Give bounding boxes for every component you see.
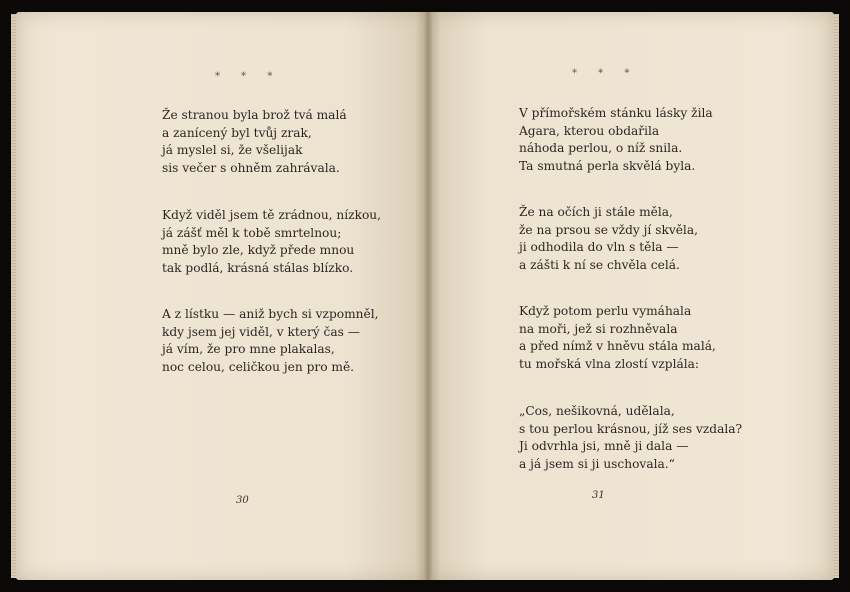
right-page <box>428 12 834 580</box>
stanza <box>519 403 742 473</box>
stanza <box>162 107 347 177</box>
page-number-right: 31 <box>592 490 605 501</box>
right-ornament: * * * <box>572 68 639 79</box>
verse-line: s tou perlou krásnou, jíž ses vzdala? <box>519 421 743 436</box>
verse-line: já zášť měl k tobě smrtelnou; <box>162 225 342 240</box>
verse-line: Že na očích ji stále měla, <box>519 205 673 219</box>
verse-line: tak podlá, krásná stálas blízko. <box>162 260 354 275</box>
verse-line: kdy jsem jej viděl, v který čas — <box>162 324 360 339</box>
book-spine <box>424 12 432 580</box>
stanza <box>519 303 716 373</box>
verse-line: Že stranou byla brož tvá malá <box>162 108 347 122</box>
verse-line: ji odhodila do vln s těla — <box>519 240 679 254</box>
verse-line: já vím, že pro mne plakalas, <box>162 342 335 356</box>
verse-line: a před nímž v hněvu stála malá, <box>519 339 716 353</box>
verse-line: noc celou, celičkou jen pro mě. <box>162 359 355 374</box>
stanza <box>162 207 381 277</box>
verse-line: sis večer s ohněm zahrávala. <box>162 160 340 175</box>
verse-line: náhoda perlou, o níž snila. <box>519 141 683 155</box>
verse-line: že na prsou se vždy jí skvěla, <box>519 222 698 237</box>
verse-line: a zanícený byl tvůj zrak, <box>162 125 312 140</box>
verse-line: a zášti k ní se chvěla celá. <box>519 257 680 272</box>
verse-line: a já jsem si ji uschovala.“ <box>519 456 675 471</box>
verse-line: A z lístku — aniž bych si vzpomněl, <box>162 307 379 321</box>
verse-line: Ji odvrhla jsi, mně ji dala — <box>519 439 689 453</box>
left-ornament: * * * <box>215 71 282 82</box>
verse-line: tu mořská vlna zlostí vzplála: <box>519 356 700 371</box>
verse-line: „Cos, nešikovná, udělala, <box>519 404 675 418</box>
stanza <box>162 306 379 376</box>
stanza <box>519 105 713 175</box>
verse-line: mně bylo zle, když přede mnou <box>162 243 355 257</box>
verse-line: Když viděl jsem tě zrádnou, nízkou, <box>162 208 382 222</box>
verse-line: já myslel si, že všelijak <box>162 143 303 157</box>
verse-line: Agara, kterou obdařila <box>519 123 660 138</box>
verse-line: na moři, jež si rozhněvala <box>519 321 678 336</box>
page-number-left: 30 <box>236 495 249 506</box>
verse-line: V přímořském stánku lásky žila <box>519 106 713 120</box>
left-page <box>16 12 428 580</box>
verse-line: Když potom perlu vymáhala <box>519 304 692 318</box>
stanza <box>519 204 698 274</box>
verse-line: Ta smutná perla skvělá byla. <box>519 158 696 173</box>
